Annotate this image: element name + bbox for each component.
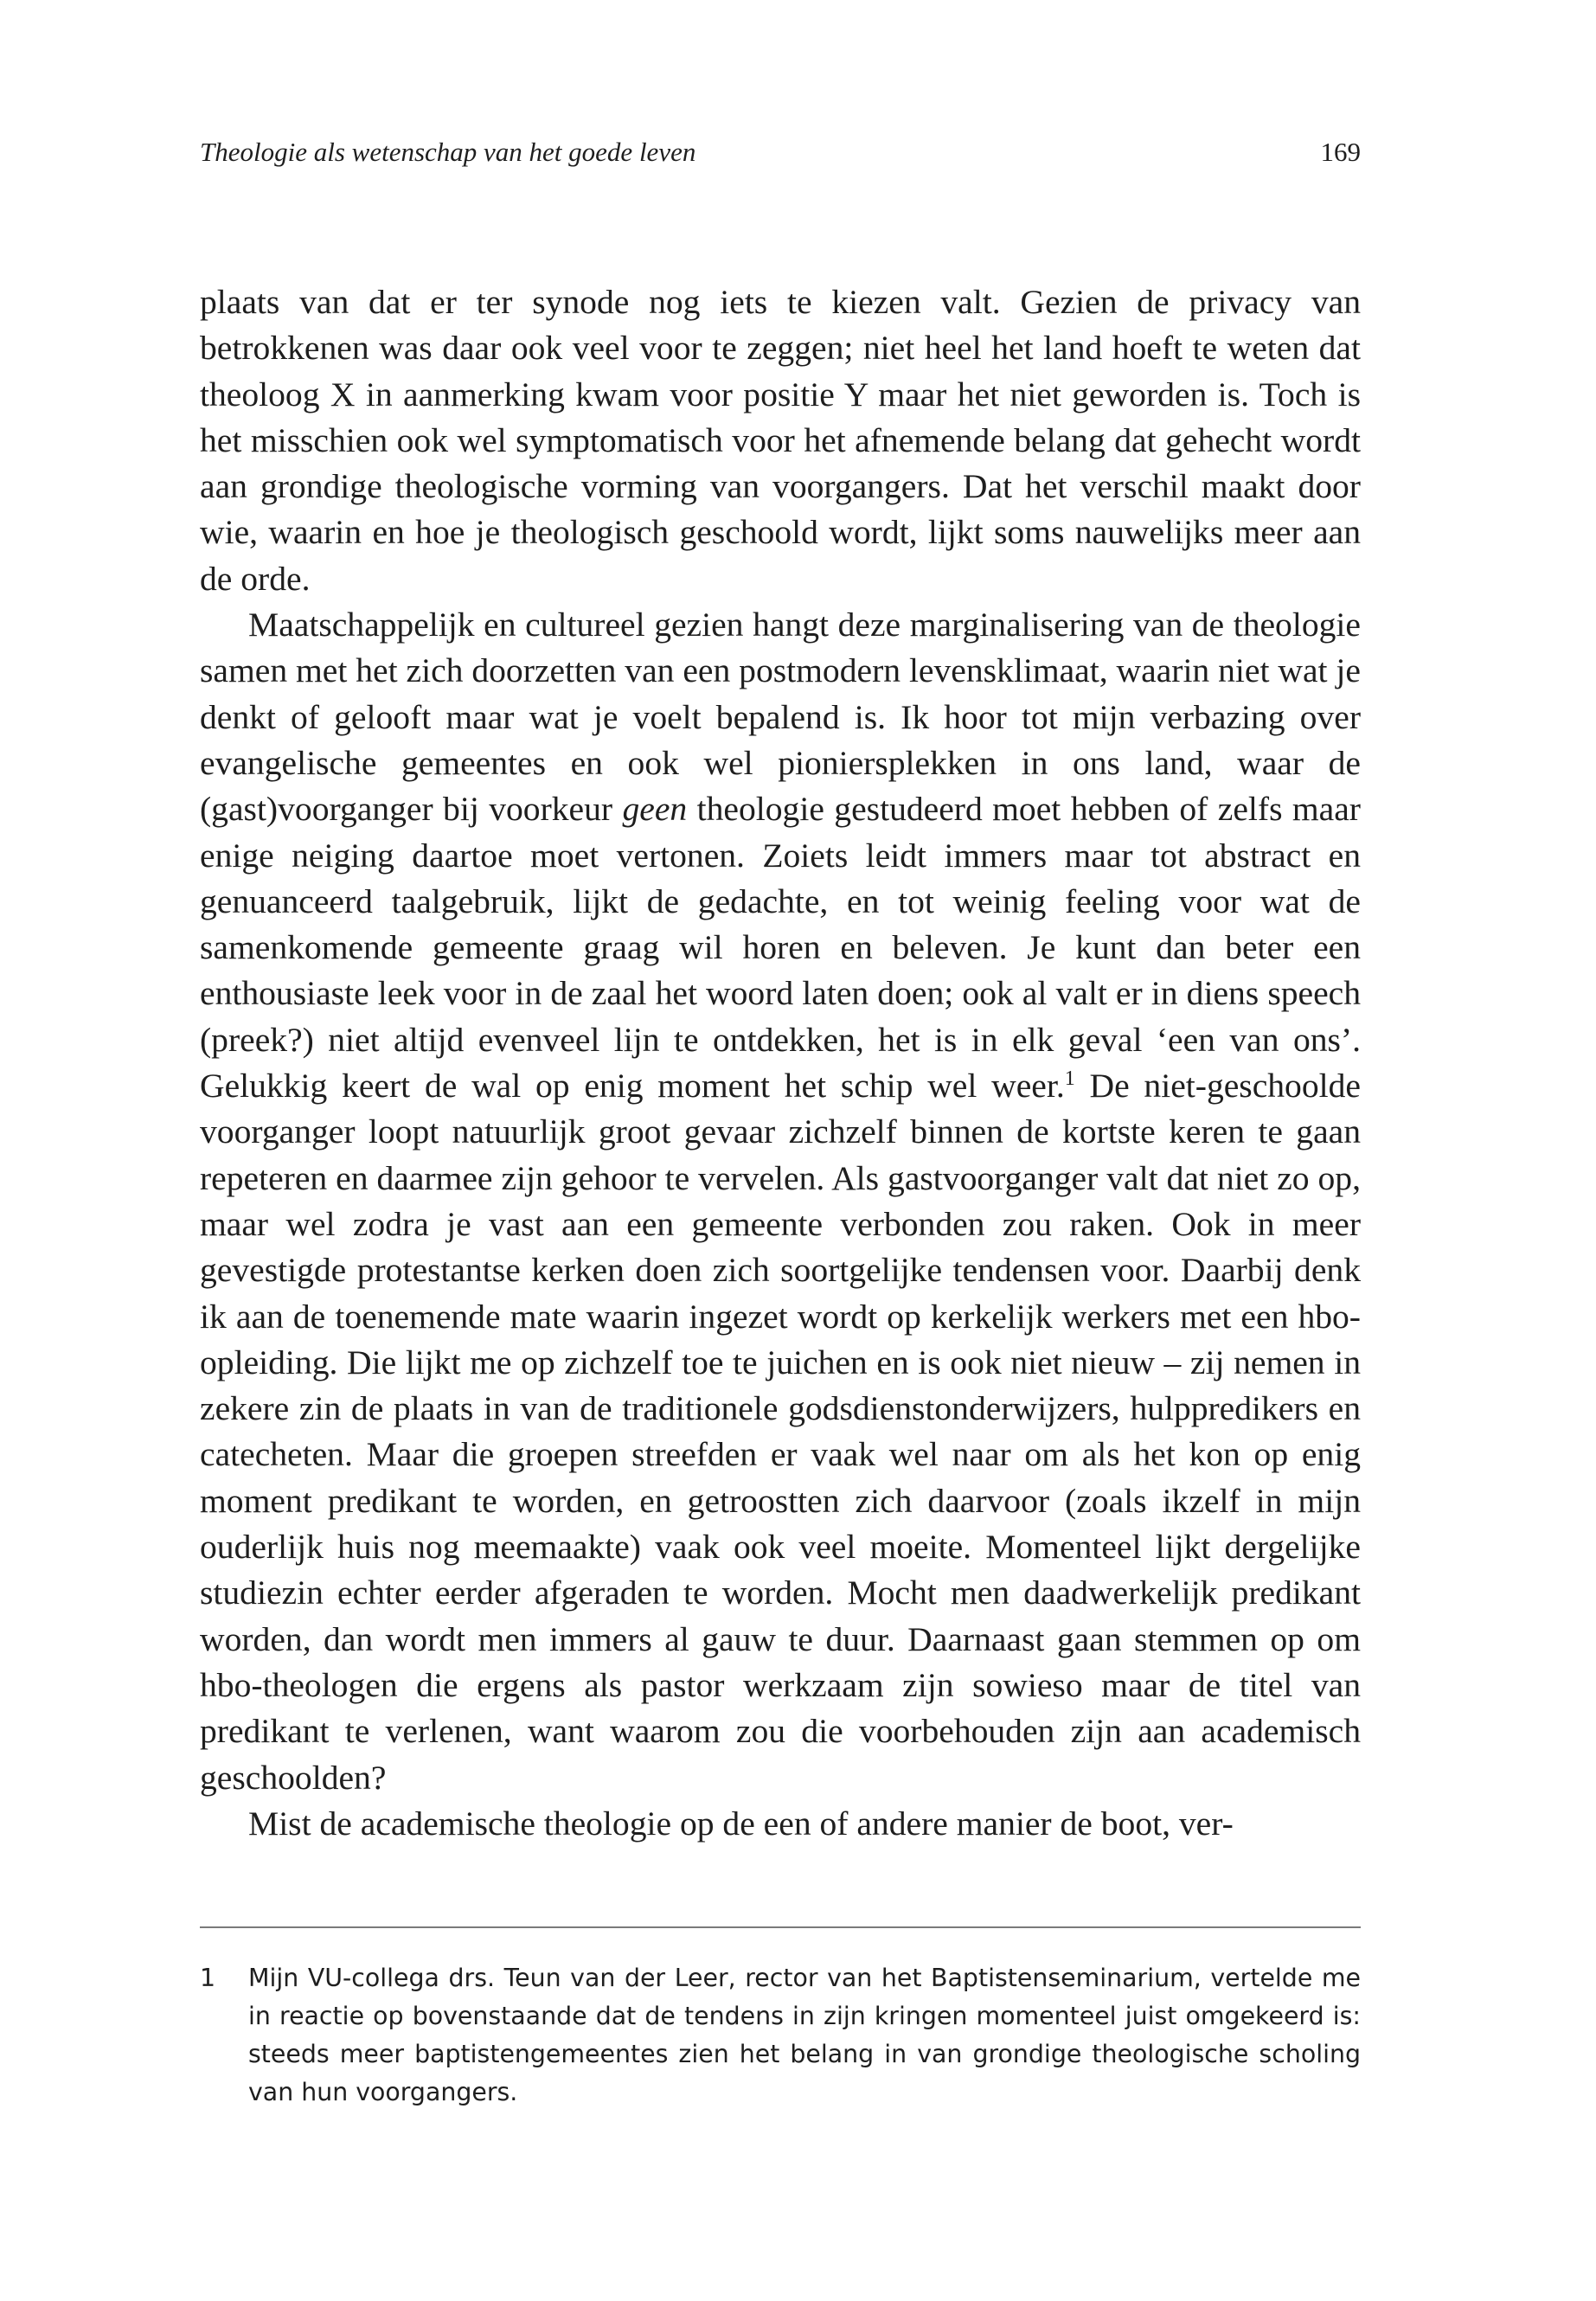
running-title: Theologie als wetenschap van het goede leven <box>200 137 696 167</box>
emphasis: geen <box>622 790 688 829</box>
paragraph: plaats van dat er ter synode nog iets te kiezen valt. Gezien de privacy van betrokkenen was daar ook veel voor te zeggen; niet heel het land hoeft te weten dat theoloog X in aanmerking kwam voor positie Y maar het niet geworden is. Toch is het misschien ook wel symptomatisch voor het afnemende belang dat gehecht wordt aan grondige theologische vorming van voorgangers. Dat het verschil maakt door wie, waarin en hoe je theologisch geschoold wordt, lijkt soms nauwelijks meer aan de orde. <box>200 283 1361 598</box>
paragraph: Maatschappelijk en cultureel gezien hangt deze marginalisering van de theologie samen met het zich doorzetten van een postmodern levensklimaat, waarin niet wat je denkt of gelooft maar wat je voelt bepalend is. Ik hoor tot mijn verbazing over evangelische gemeentes en ook wel pioniersplekken in ons land, waar de (gast)voorganger bij voorkeur geen theologie gestudeerd moet hebben of zelfs maar enige neiging daartoe moet vertonen. Zoiets leidt immers maar tot abstract en genuanceerd taalgebruik, lijkt de gedachte, en tot weinig feeling voor wat de samenkomende gemeente graag wil horen en beleven. Je kunt dan beter een enthousiaste leek voor in de zaal het woord laten doen; ook al valt er in diens speech (preek?) niet altijd evenveel lijn te ontdekken, het is in elk geval ‘een van ons’. Gelukkig keert de wal op enig moment het schip wel weer.$^1$ De niet-geschoolde voorganger loopt natuurlijk groot gevaar zichzelf binnen de kortste keren te gaan repeteren en daarmee zijn gehoor te vervelen. Als gastvoorganger valt dat niet zo op, maar wel zodra je vast aan een gemeente verbonden zou raken. Ook in meer gevestigde protestantse kerken doen zich soortgelijke tendensen voor. Daarbij denk ik aan de toenemende mate waarin ingezet wordt op kerkelijk werkers met een hbo-opleiding. Die lijkt me op zichzelf toe te juichen en is ook niet nieuw – zij nemen in zekere zin de plaats in van de traditionele godsdienstonderwijzers, hulppredikers en catecheten. Maar die groepen streefden er vaak wel naar om als het kon op enig moment predikant te worden, en getroostten zich daarvoor (zoals ikzelf in mijn ouderlijk huis nog meemaakte) vaak ook veel moeite. Momenteel lijkt dergelijke studiezin echter eerder afgeraden te worden. Mocht men daadwerkelijk predikant worden, dan wordt men immers al gauw te duur. Daarnaast gaan stemmen op om hbo-theologen die ergens als pastor werkzaam zijn sowieso maar de titel van predikant te verlenen, want waarom zou die voorbehouden zijn aan academisch geschoolden? <box>200 606 1361 1797</box>
footnote <box>200 1959 1361 2112</box>
footnote-text: Mijn VU-collega drs. Teun van der Leer, rector van het Baptistenseminarium, vertelde me in reactie op bovenstaande dat de tendens in zijn kringen momenteel juist omgekeerd is: steeds meer baptistengemeentes zien het belang in van grondige theologische scholing van hun voorgangers. <box>248 1964 1361 2106</box>
body-text <box>200 279 1361 1847</box>
footnote-reference[interactable]: 1 <box>1064 1067 1075 1091</box>
paragraph: Mist de academische theologie op de een of andere manier de boot, ver- <box>248 1804 1234 1843</box>
page-number: 169 <box>1320 137 1361 167</box>
footnote-divider <box>200 1926 1361 1928</box>
running-header <box>200 137 1361 180</box>
footnote-number: 1 <box>200 1964 216 1992</box>
footnotes <box>200 1959 1361 2112</box>
